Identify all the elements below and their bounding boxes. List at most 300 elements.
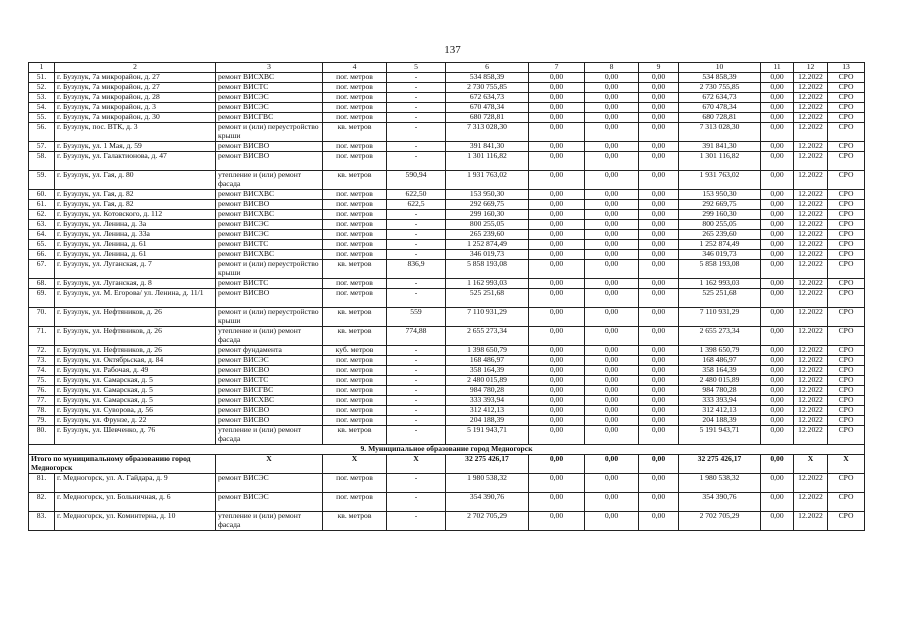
fund-amount: 0,00 bbox=[529, 142, 585, 152]
budget-local: 0,00 bbox=[639, 83, 679, 93]
table-row bbox=[29, 200, 865, 210]
other-funds: 0,00 bbox=[761, 386, 794, 396]
budget-local: 0,00 bbox=[639, 103, 679, 113]
total-cost: 800 255,05 bbox=[446, 220, 529, 230]
fund-amount: 0,00 bbox=[529, 327, 585, 346]
method: СРО bbox=[828, 327, 865, 346]
work-type: ремонт ВИСЭС bbox=[216, 220, 323, 230]
owners-funds: 265 239,60 bbox=[679, 230, 761, 240]
method: СРО bbox=[828, 406, 865, 416]
owners-funds: 292 669,75 bbox=[679, 200, 761, 210]
owners-funds: 168 486,97 bbox=[679, 356, 761, 366]
table-row bbox=[29, 356, 865, 366]
quantity: - bbox=[387, 396, 446, 406]
table-row bbox=[29, 73, 865, 83]
work-type: ремонт ВИСВО bbox=[216, 406, 323, 416]
total-cost: 1 252 874,49 bbox=[446, 240, 529, 250]
owners-funds: 672 634,73 bbox=[679, 93, 761, 103]
budget-local: 0,00 bbox=[639, 327, 679, 346]
total-value: 0,00 bbox=[529, 455, 585, 474]
table-row bbox=[29, 376, 865, 386]
deadline: 12.2022 bbox=[794, 152, 828, 171]
work-type: ремонт ВИСЭС bbox=[216, 103, 323, 113]
quantity: - bbox=[387, 386, 446, 396]
budget-region: 0,00 bbox=[585, 190, 639, 200]
budget-region: 0,00 bbox=[585, 289, 639, 308]
work-type: утепление и (или) ремонт фасада bbox=[216, 426, 323, 445]
unit: пог. метров bbox=[323, 493, 387, 512]
deadline: 12.2022 bbox=[794, 376, 828, 386]
address: г. Бузулук, ул. Ленина, д. 61 bbox=[55, 240, 216, 250]
total-cost: 2 702 705,29 bbox=[446, 512, 529, 531]
work-type: ремонт ВИСВО bbox=[216, 366, 323, 376]
work-type: ремонт ВИСГВС bbox=[216, 386, 323, 396]
fund-amount: 0,00 bbox=[529, 396, 585, 406]
deadline: 12.2022 bbox=[794, 73, 828, 83]
fund-amount: 0,00 bbox=[529, 83, 585, 93]
method: СРО bbox=[828, 240, 865, 250]
address: г. Бузулук, ул. Нефтяников, д. 26 bbox=[55, 308, 216, 327]
fund-amount: 0,00 bbox=[529, 103, 585, 113]
method: СРО bbox=[828, 220, 865, 230]
total-cost: 358 164,39 bbox=[446, 366, 529, 376]
budget-region: 0,00 bbox=[585, 152, 639, 171]
budget-local: 0,00 bbox=[639, 474, 679, 493]
method: СРО bbox=[828, 366, 865, 376]
table-body bbox=[29, 63, 865, 531]
budget-region: 0,00 bbox=[585, 220, 639, 230]
fund-amount: 0,00 bbox=[529, 308, 585, 327]
table-row bbox=[29, 366, 865, 376]
budget-region: 0,00 bbox=[585, 346, 639, 356]
fund-amount: 0,00 bbox=[529, 512, 585, 531]
column-header: 8 bbox=[585, 63, 639, 73]
address: г. Бузулук, ул. Нефтяников, д. 26 bbox=[55, 327, 216, 346]
row-number: 69. bbox=[29, 289, 55, 308]
row-number: 64. bbox=[29, 230, 55, 240]
work-type: ремонт ВИСХВС bbox=[216, 250, 323, 260]
table-row bbox=[29, 93, 865, 103]
budget-local: 0,00 bbox=[639, 356, 679, 366]
budget-local: 0,00 bbox=[639, 230, 679, 240]
row-number: 72. bbox=[29, 346, 55, 356]
total-value: 32 275 426,17 bbox=[446, 455, 529, 474]
total-value: X bbox=[828, 455, 865, 474]
total-cost: 391 841,30 bbox=[446, 142, 529, 152]
address: г. Бузулук, ул. Ленина, д. 3а bbox=[55, 220, 216, 230]
other-funds: 0,00 bbox=[761, 327, 794, 346]
owners-funds: 1 252 874,49 bbox=[679, 240, 761, 250]
unit: пог. метров bbox=[323, 73, 387, 83]
quantity: - bbox=[387, 474, 446, 493]
unit: пог. метров bbox=[323, 386, 387, 396]
total-value: 0,00 bbox=[761, 455, 794, 474]
column-header: 1 bbox=[29, 63, 55, 73]
work-type: ремонт ВИСТС bbox=[216, 376, 323, 386]
deadline: 12.2022 bbox=[794, 346, 828, 356]
page-number: 137 bbox=[444, 44, 461, 56]
address: г. Бузулук, 7а микрорайон, д. 30 bbox=[55, 113, 216, 123]
total-cost: 670 478,34 bbox=[446, 103, 529, 113]
table-row bbox=[29, 327, 865, 346]
row-number: 58. bbox=[29, 152, 55, 171]
work-type: ремонт ВИСВО bbox=[216, 200, 323, 210]
total-value: X bbox=[794, 455, 828, 474]
owners-funds: 534 858,39 bbox=[679, 73, 761, 83]
budget-region: 0,00 bbox=[585, 356, 639, 366]
fund-amount: 0,00 bbox=[529, 210, 585, 220]
table-row bbox=[29, 171, 865, 190]
address: г. Бузулук, 7а микрорайон, д. 27 bbox=[55, 83, 216, 93]
other-funds: 0,00 bbox=[761, 426, 794, 445]
total-cost: 1 931 763,02 bbox=[446, 171, 529, 190]
unit: кв. метров bbox=[323, 308, 387, 327]
method: СРО bbox=[828, 493, 865, 512]
fund-amount: 0,00 bbox=[529, 73, 585, 83]
quantity: - bbox=[387, 512, 446, 531]
budget-region: 0,00 bbox=[585, 230, 639, 240]
quantity: - bbox=[387, 376, 446, 386]
total-cost: 1 980 538,32 bbox=[446, 474, 529, 493]
address: г. Бузулук, ул. М. Егорова/ ул. Ленина, д. 11/1 bbox=[55, 289, 216, 308]
budget-local: 0,00 bbox=[639, 171, 679, 190]
total-cost: 333 393,94 bbox=[446, 396, 529, 406]
fund-amount: 0,00 bbox=[529, 376, 585, 386]
budget-region: 0,00 bbox=[585, 308, 639, 327]
method: СРО bbox=[828, 376, 865, 386]
unit: пог. метров bbox=[323, 250, 387, 260]
total-cost: 312 412,13 bbox=[446, 406, 529, 416]
total-cost: 153 950,30 bbox=[446, 190, 529, 200]
row-number: 65. bbox=[29, 240, 55, 250]
table-row bbox=[29, 83, 865, 93]
unit: пог. метров bbox=[323, 152, 387, 171]
column-header: 5 bbox=[387, 63, 446, 73]
address: г. Бузулук, пос. ВТК, д. 3 bbox=[55, 123, 216, 142]
other-funds: 0,00 bbox=[761, 416, 794, 426]
deadline: 12.2022 bbox=[794, 366, 828, 376]
unit: пог. метров bbox=[323, 406, 387, 416]
owners-funds: 525 251,68 bbox=[679, 289, 761, 308]
quantity: - bbox=[387, 230, 446, 240]
table-row bbox=[29, 308, 865, 327]
other-funds: 0,00 bbox=[761, 113, 794, 123]
quantity: - bbox=[387, 406, 446, 416]
other-funds: 0,00 bbox=[761, 142, 794, 152]
budget-region: 0,00 bbox=[585, 512, 639, 531]
unit: кв. метров bbox=[323, 260, 387, 279]
budget-region: 0,00 bbox=[585, 113, 639, 123]
row-number: 75. bbox=[29, 376, 55, 386]
total-value: 32 275 426,17 bbox=[679, 455, 761, 474]
other-funds: 0,00 bbox=[761, 366, 794, 376]
work-type: ремонт ВИСХВС bbox=[216, 396, 323, 406]
unit: пог. метров bbox=[323, 396, 387, 406]
other-funds: 0,00 bbox=[761, 308, 794, 327]
total-label: Итого по муниципальному образованию город Медногорск bbox=[29, 455, 216, 474]
work-type: ремонт ВИСТС bbox=[216, 279, 323, 289]
budget-region: 0,00 bbox=[585, 240, 639, 250]
owners-funds: 312 412,13 bbox=[679, 406, 761, 416]
table-row bbox=[29, 230, 865, 240]
total-cost: 292 669,75 bbox=[446, 200, 529, 210]
address: г. Бузулук, ул. Самарская, д. 5 bbox=[55, 376, 216, 386]
fund-amount: 0,00 bbox=[529, 366, 585, 376]
budget-region: 0,00 bbox=[585, 93, 639, 103]
table-row bbox=[29, 152, 865, 171]
unit: пог. метров bbox=[323, 220, 387, 230]
work-type: ремонт ВИСХВС bbox=[216, 190, 323, 200]
total-cost: 265 239,60 bbox=[446, 230, 529, 240]
table-row bbox=[29, 190, 865, 200]
other-funds: 0,00 bbox=[761, 250, 794, 260]
table-row bbox=[29, 210, 865, 220]
address: г. Бузулук, ул. Галактионова, д. 47 bbox=[55, 152, 216, 171]
column-header: 9 bbox=[639, 63, 679, 73]
fund-amount: 0,00 bbox=[529, 289, 585, 308]
address: г. Бузулук, 7а микрорайон, д. 3 bbox=[55, 103, 216, 113]
total-value: 0,00 bbox=[585, 455, 639, 474]
method: СРО bbox=[828, 142, 865, 152]
other-funds: 0,00 bbox=[761, 230, 794, 240]
budget-local: 0,00 bbox=[639, 396, 679, 406]
table-row bbox=[29, 279, 865, 289]
table-row bbox=[29, 406, 865, 416]
quantity: - bbox=[387, 93, 446, 103]
budget-region: 0,00 bbox=[585, 493, 639, 512]
other-funds: 0,00 bbox=[761, 512, 794, 531]
deadline: 12.2022 bbox=[794, 250, 828, 260]
quantity: - bbox=[387, 240, 446, 250]
total-cost: 1 398 650,79 bbox=[446, 346, 529, 356]
method: СРО bbox=[828, 113, 865, 123]
row-number: 71. bbox=[29, 327, 55, 346]
owners-funds: 333 393,94 bbox=[679, 396, 761, 406]
quantity: - bbox=[387, 356, 446, 366]
deadline: 12.2022 bbox=[794, 396, 828, 406]
budget-region: 0,00 bbox=[585, 376, 639, 386]
deadline: 12.2022 bbox=[794, 103, 828, 113]
budget-local: 0,00 bbox=[639, 512, 679, 531]
owners-funds: 2 702 705,29 bbox=[679, 512, 761, 531]
unit: пог. метров bbox=[323, 113, 387, 123]
unit: пог. метров bbox=[323, 376, 387, 386]
unit: пог. метров bbox=[323, 416, 387, 426]
work-type: ремонт ВИСХВС bbox=[216, 73, 323, 83]
total-cost: 354 390,76 bbox=[446, 493, 529, 512]
other-funds: 0,00 bbox=[761, 279, 794, 289]
method: СРО bbox=[828, 279, 865, 289]
total-cost: 7 110 931,29 bbox=[446, 308, 529, 327]
method: СРО bbox=[828, 289, 865, 308]
owners-funds: 2 480 015,89 bbox=[679, 376, 761, 386]
quantity: - bbox=[387, 493, 446, 512]
fund-amount: 0,00 bbox=[529, 171, 585, 190]
deadline: 12.2022 bbox=[794, 386, 828, 396]
deadline: 12.2022 bbox=[794, 512, 828, 531]
work-type: утепление и (или) ремонт фасада bbox=[216, 171, 323, 190]
total-cost: 346 019,73 bbox=[446, 250, 529, 260]
owners-funds: 204 188,39 bbox=[679, 416, 761, 426]
unit: кв. метров bbox=[323, 123, 387, 142]
unit: пог. метров bbox=[323, 230, 387, 240]
quantity: - bbox=[387, 103, 446, 113]
row-number: 79. bbox=[29, 416, 55, 426]
budget-region: 0,00 bbox=[585, 406, 639, 416]
method: СРО bbox=[828, 260, 865, 279]
work-type: ремонт и (или) переустройство крыши bbox=[216, 308, 323, 327]
table-row bbox=[29, 220, 865, 230]
unit: пог. метров bbox=[323, 83, 387, 93]
budget-local: 0,00 bbox=[639, 210, 679, 220]
work-type: ремонт ВИСТС bbox=[216, 240, 323, 250]
fund-amount: 0,00 bbox=[529, 230, 585, 240]
budget-region: 0,00 bbox=[585, 103, 639, 113]
other-funds: 0,00 bbox=[761, 73, 794, 83]
budget-region: 0,00 bbox=[585, 171, 639, 190]
quantity: - bbox=[387, 113, 446, 123]
budget-local: 0,00 bbox=[639, 220, 679, 230]
section-row bbox=[29, 445, 865, 455]
owners-funds: 680 728,81 bbox=[679, 113, 761, 123]
owners-funds: 346 019,73 bbox=[679, 250, 761, 260]
other-funds: 0,00 bbox=[761, 152, 794, 171]
unit: пог. метров bbox=[323, 279, 387, 289]
owners-funds: 153 950,30 bbox=[679, 190, 761, 200]
address: г. Медногорск, ул. Коминтерна, д. 10 bbox=[55, 512, 216, 531]
row-number: 61. bbox=[29, 200, 55, 210]
address: г. Бузулук, ул. Луганская, д. 7 bbox=[55, 260, 216, 279]
table-row bbox=[29, 474, 865, 493]
owners-funds: 358 164,39 bbox=[679, 366, 761, 376]
work-type: ремонт фундамента bbox=[216, 346, 323, 356]
quantity: - bbox=[387, 220, 446, 230]
fund-amount: 0,00 bbox=[529, 260, 585, 279]
deadline: 12.2022 bbox=[794, 171, 828, 190]
work-type: ремонт ВИСТС bbox=[216, 83, 323, 93]
budget-region: 0,00 bbox=[585, 386, 639, 396]
budget-region: 0,00 bbox=[585, 474, 639, 493]
total-value: X bbox=[387, 455, 446, 474]
owners-funds: 391 841,30 bbox=[679, 142, 761, 152]
fund-amount: 0,00 bbox=[529, 493, 585, 512]
fund-amount: 0,00 bbox=[529, 279, 585, 289]
row-number: 83. bbox=[29, 512, 55, 531]
deadline: 12.2022 bbox=[794, 416, 828, 426]
budget-local: 0,00 bbox=[639, 200, 679, 210]
method: СРО bbox=[828, 83, 865, 93]
other-funds: 0,00 bbox=[761, 493, 794, 512]
budget-local: 0,00 bbox=[639, 240, 679, 250]
deadline: 12.2022 bbox=[794, 200, 828, 210]
total-cost: 534 858,39 bbox=[446, 73, 529, 83]
address: г. Бузулук, ул. Октябрьская, д. 84 bbox=[55, 356, 216, 366]
table-row bbox=[29, 386, 865, 396]
header-row bbox=[29, 63, 865, 73]
method: СРО bbox=[828, 308, 865, 327]
address: г. Бузулук, ул. Суворова, д. 56 bbox=[55, 406, 216, 416]
row-number: 74. bbox=[29, 366, 55, 376]
other-funds: 0,00 bbox=[761, 171, 794, 190]
total-cost: 7 313 028,30 bbox=[446, 123, 529, 142]
address: г. Бузулук, ул. Шевченко, д. 76 bbox=[55, 426, 216, 445]
budget-local: 0,00 bbox=[639, 142, 679, 152]
other-funds: 0,00 bbox=[761, 123, 794, 142]
work-type: ремонт ВИСЭС bbox=[216, 493, 323, 512]
fund-amount: 0,00 bbox=[529, 152, 585, 171]
work-type: ремонт ВИСЭС bbox=[216, 356, 323, 366]
quantity: - bbox=[387, 123, 446, 142]
address: г. Бузулук, ул. Нефтяников, д. 26 bbox=[55, 346, 216, 356]
total-row bbox=[29, 455, 865, 474]
deadline: 12.2022 bbox=[794, 230, 828, 240]
row-number: 62. bbox=[29, 210, 55, 220]
owners-funds: 299 160,30 bbox=[679, 210, 761, 220]
address: г. Бузулук, ул. Котовского, д. 112 bbox=[55, 210, 216, 220]
fund-amount: 0,00 bbox=[529, 346, 585, 356]
budget-local: 0,00 bbox=[639, 113, 679, 123]
deadline: 12.2022 bbox=[794, 142, 828, 152]
owners-funds: 7 313 028,30 bbox=[679, 123, 761, 142]
owners-funds: 984 780,28 bbox=[679, 386, 761, 396]
row-number: 60. bbox=[29, 190, 55, 200]
quantity: - bbox=[387, 366, 446, 376]
budget-local: 0,00 bbox=[639, 279, 679, 289]
method: СРО bbox=[828, 171, 865, 190]
row-number: 66. bbox=[29, 250, 55, 260]
total-cost: 2 730 755,85 bbox=[446, 83, 529, 93]
work-type: ремонт и (или) переустройство крыши bbox=[216, 123, 323, 142]
owners-funds: 5 858 193,08 bbox=[679, 260, 761, 279]
row-number: 82. bbox=[29, 493, 55, 512]
fund-amount: 0,00 bbox=[529, 113, 585, 123]
budget-local: 0,00 bbox=[639, 386, 679, 396]
unit: пог. метров bbox=[323, 356, 387, 366]
total-value: 0,00 bbox=[639, 455, 679, 474]
work-type: ремонт ВИСВО bbox=[216, 152, 323, 171]
deadline: 12.2022 bbox=[794, 123, 828, 142]
other-funds: 0,00 bbox=[761, 474, 794, 493]
table-row bbox=[29, 113, 865, 123]
fund-amount: 0,00 bbox=[529, 190, 585, 200]
unit: куб. метров bbox=[323, 346, 387, 356]
quantity: - bbox=[387, 426, 446, 445]
budget-region: 0,00 bbox=[585, 83, 639, 93]
other-funds: 0,00 bbox=[761, 289, 794, 308]
total-cost: 1 301 116,82 bbox=[446, 152, 529, 171]
fund-amount: 0,00 bbox=[529, 123, 585, 142]
fund-amount: 0,00 bbox=[529, 220, 585, 230]
unit: пог. метров bbox=[323, 93, 387, 103]
budget-local: 0,00 bbox=[639, 406, 679, 416]
unit: пог. метров bbox=[323, 210, 387, 220]
method: СРО bbox=[828, 474, 865, 493]
other-funds: 0,00 bbox=[761, 356, 794, 366]
budget-local: 0,00 bbox=[639, 93, 679, 103]
row-number: 67. bbox=[29, 260, 55, 279]
table-row bbox=[29, 260, 865, 279]
budget-region: 0,00 bbox=[585, 426, 639, 445]
other-funds: 0,00 bbox=[761, 260, 794, 279]
budget-region: 0,00 bbox=[585, 260, 639, 279]
column-header: 3 bbox=[216, 63, 323, 73]
fund-amount: 0,00 bbox=[529, 406, 585, 416]
method: СРО bbox=[828, 210, 865, 220]
method: СРО bbox=[828, 416, 865, 426]
work-type: ремонт ВИСЭС bbox=[216, 474, 323, 493]
column-header: 2 bbox=[55, 63, 216, 73]
deadline: 12.2022 bbox=[794, 308, 828, 327]
